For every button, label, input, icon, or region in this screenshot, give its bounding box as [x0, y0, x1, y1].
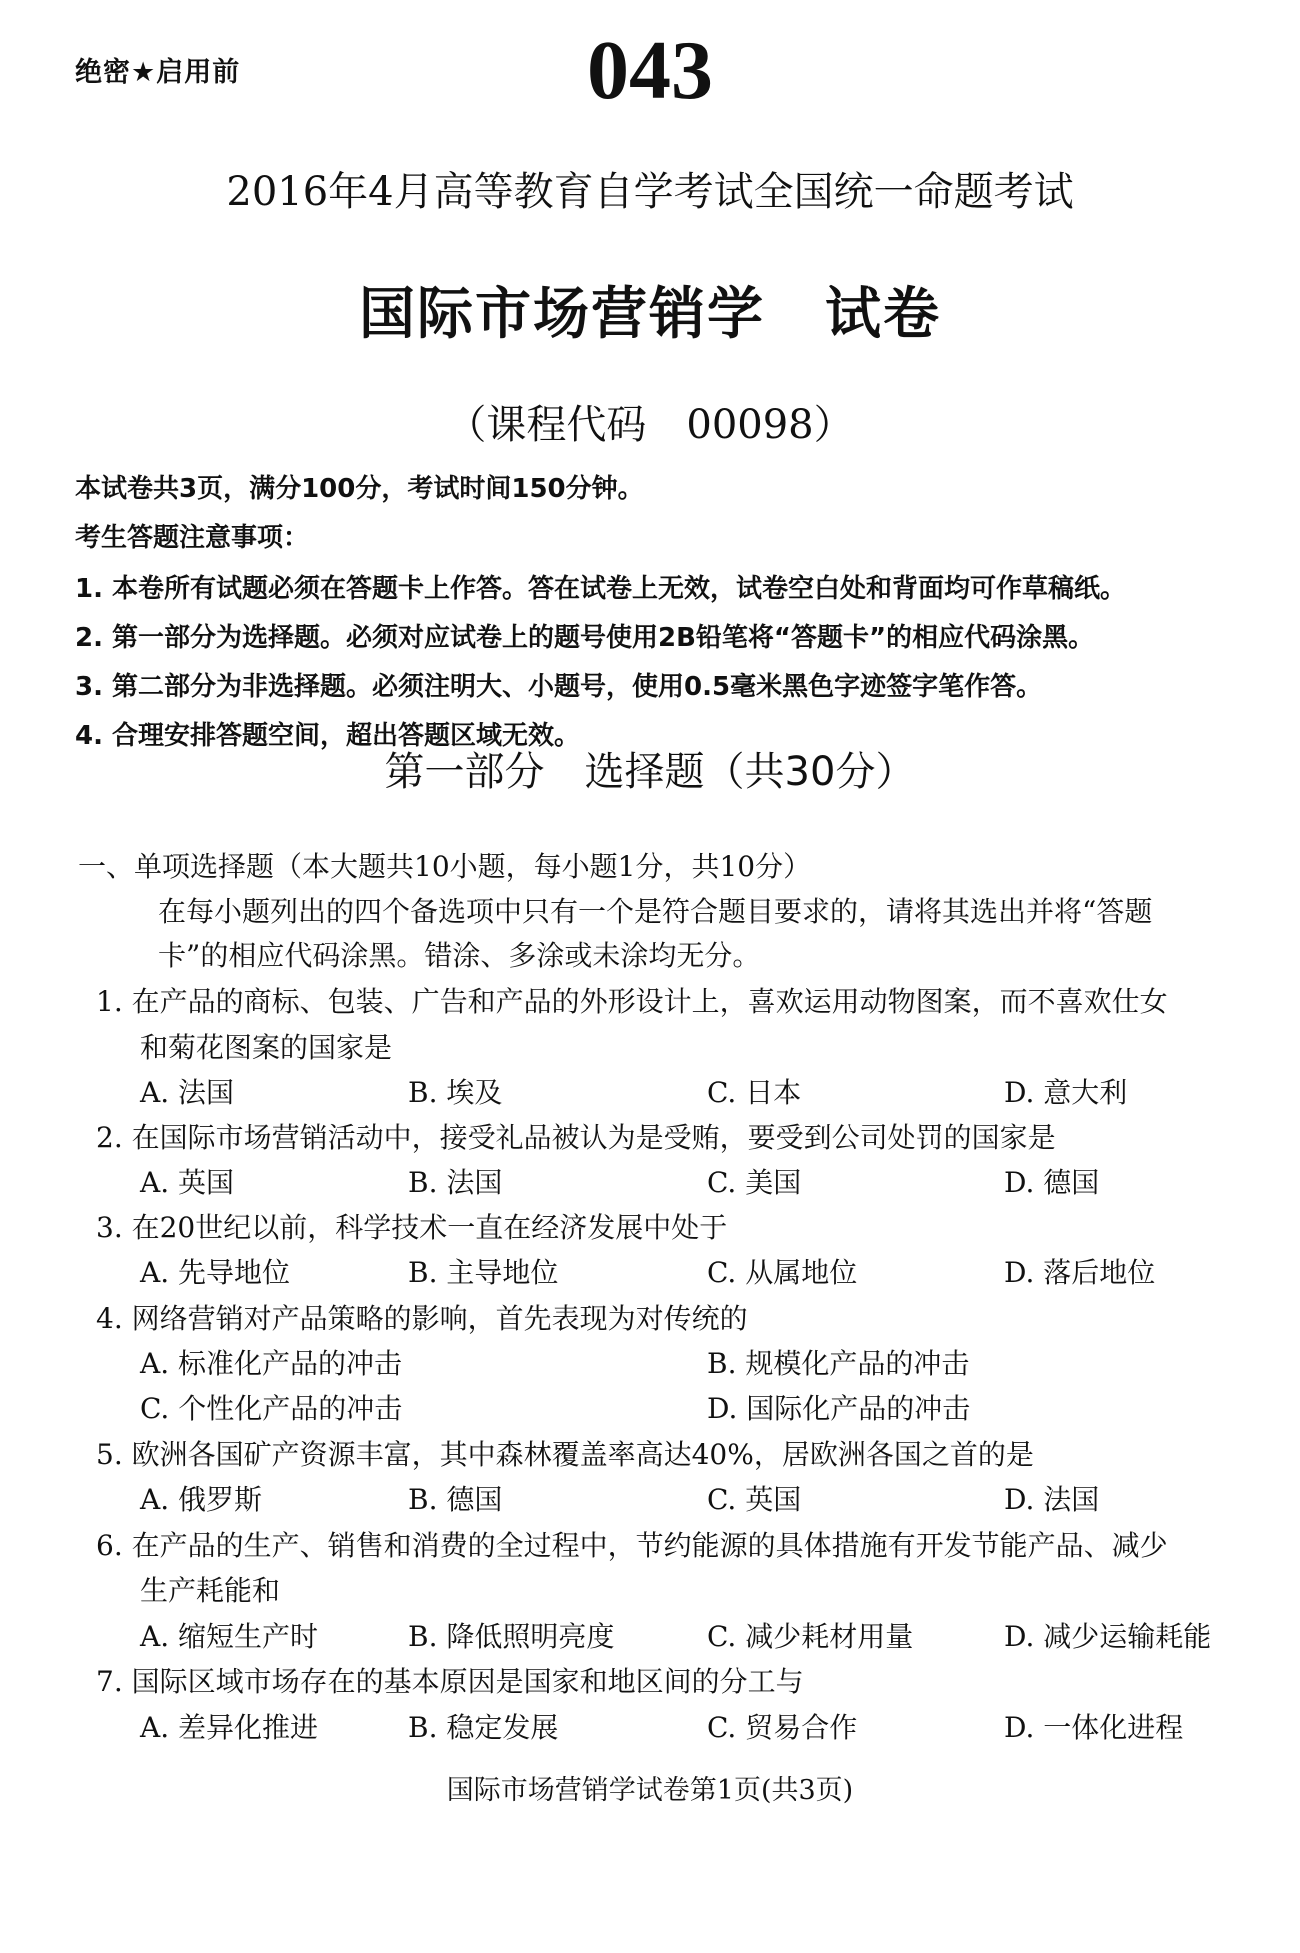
- part-one-title: 第一部分: [384, 749, 545, 795]
- option-d: D. 减少运输耗能: [1004, 1620, 1212, 1653]
- part-one-heading: [0, 740, 1300, 797]
- question-stem: 1. 在产品的商标、包装、广告和产品的外形设计上，喜欢运用动物图案，而不喜欢仕女: [96, 985, 1168, 1018]
- course-code-line: [0, 393, 1300, 450]
- option-c: C. 个性化产品的冲击: [140, 1392, 403, 1425]
- question-stem: 6. 在产品的生产、销售和消费的全过程中，节约能源的具体措施有开发节能产品、减少: [96, 1529, 1168, 1562]
- subject-name: 国际市场营销学: [359, 282, 765, 347]
- option-a: A. 英国: [140, 1166, 235, 1199]
- question-stem: 2. 在国际市场营销活动中，接受礼品被认为是受贿，要受到公司处罚的国家是: [96, 1121, 1056, 1154]
- option-a: A. 标准化产品的冲击: [140, 1347, 403, 1380]
- option-a: A. 先导地位: [140, 1256, 291, 1289]
- note-item: 2. 第一部分为选择题。必须对应试卷上的题号使用2B铅笔将“答题卡”的相应代码涂黑。: [75, 623, 1095, 653]
- option-b: B. 德国: [408, 1483, 503, 1516]
- section-heading: 一、单项选择题（本大题共10小题，每小题1分，共10分）: [78, 850, 812, 883]
- option-b: B. 主导地位: [408, 1256, 559, 1289]
- question-stem: 7. 国际区域市场存在的基本原因是国家和地区间的分工与: [96, 1665, 804, 1698]
- option-a: A. 俄罗斯: [140, 1483, 263, 1516]
- part-one-subtitle: 选择题（共30分）: [584, 749, 916, 795]
- note-item: 3. 第二部分为非选择题。必须注明大、小题号，使用0.5毫米黑色字迹签字笔作答。: [75, 672, 1043, 702]
- option-c: C. 英国: [707, 1483, 802, 1516]
- note-item: 1. 本卷所有试题必须在答题卡上作答。答在试卷上无效，试卷空白处和背面均可作草稿纸。: [75, 574, 1127, 604]
- option-c: C. 从属地位: [707, 1256, 858, 1289]
- question-stem: 4. 网络营销对产品策略的影响，首先表现为对传统的: [96, 1302, 748, 1335]
- course-code-label: （课程代码: [446, 402, 647, 448]
- course-code-value: 00098）: [686, 402, 854, 448]
- section-description: 卡”的相应代码涂黑。错涂、多涂或未涂均无分。: [158, 939, 761, 972]
- paper-type: 试卷: [825, 282, 941, 347]
- question-stem: 5. 欧洲各国矿产资源丰富，其中森林覆盖率高达40%，居欧洲各国之首的是: [96, 1438, 1034, 1471]
- option-b: B. 降低照明亮度: [408, 1620, 615, 1653]
- option-a: A. 缩短生产时: [140, 1620, 319, 1653]
- option-d: D. 意大利: [1004, 1076, 1128, 1109]
- exam-summary: 本试卷共3页，满分100分，考试时间150分钟。: [75, 474, 644, 504]
- option-d: D. 德国: [1004, 1166, 1100, 1199]
- option-b: B. 法国: [408, 1166, 503, 1199]
- option-d: D. 国际化产品的冲击: [707, 1392, 971, 1425]
- secrecy-label: 绝密★启用前: [75, 57, 241, 88]
- option-d: D. 一体化进程: [1004, 1711, 1184, 1744]
- paper-number: 043: [587, 24, 713, 117]
- option-a: A. 差异化推进: [140, 1711, 319, 1744]
- option-d: D. 法国: [1004, 1483, 1100, 1516]
- option-c: C. 贸易合作: [707, 1711, 858, 1744]
- section-description: 在每小题列出的四个备选项中只有一个是符合题目要求的，请将其选出并将“答题: [158, 895, 1153, 928]
- question-stem: 生产耗能和: [140, 1574, 281, 1607]
- option-c: C. 减少耗材用量: [707, 1620, 914, 1653]
- option-b: B. 稳定发展: [408, 1711, 559, 1744]
- page-footer: 国际市场营销学试卷第1页(共3页): [446, 1775, 854, 1806]
- notes-title: 考生答题注意事项：: [75, 523, 310, 553]
- exam-title: 2016年4月高等教育自学考试全国统一命题考试: [226, 169, 1074, 215]
- option-b: B. 规模化产品的冲击: [707, 1347, 970, 1380]
- option-c: C. 日本: [707, 1076, 802, 1109]
- option-d: D. 落后地位: [1004, 1256, 1156, 1289]
- subject-title: [0, 270, 1300, 350]
- option-a: A. 法国: [140, 1076, 235, 1109]
- option-b: B. 埃及: [408, 1076, 503, 1109]
- question-stem: 3. 在20世纪以前，科学技术一直在经济发展中处于: [96, 1211, 728, 1244]
- option-c: C. 美国: [707, 1166, 802, 1199]
- question-stem: 和菊花图案的国家是: [140, 1031, 393, 1064]
- note-item: 4. 合理安排答题空间，超出答题区域无效。: [75, 721, 581, 751]
